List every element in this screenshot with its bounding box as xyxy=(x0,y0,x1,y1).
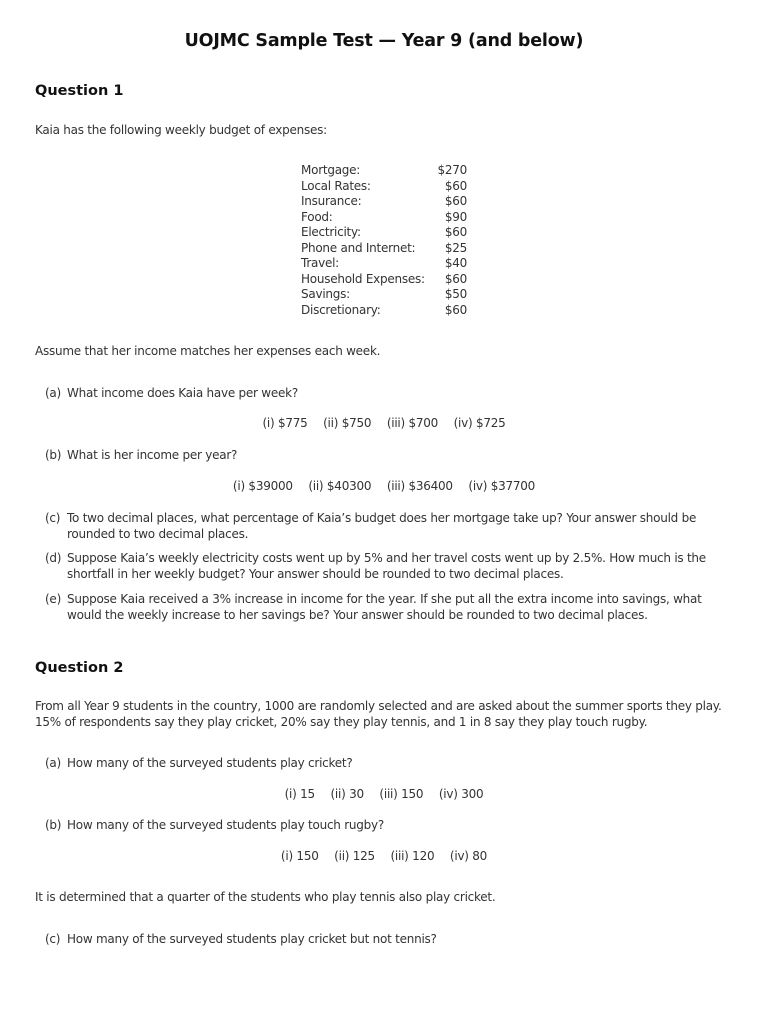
subquestion-text: To two decimal places, what percentage of Kaia’s budget does her mortgage take up? Your answer should be rounded to two decimal places. xyxy=(67,511,697,541)
budget-amount: $60 xyxy=(444,271,467,286)
subquestion-label: (e) xyxy=(45,592,61,606)
subquestion-text: How many of the surveyed students play touch rugby? xyxy=(67,818,384,832)
budget-item: Savings: xyxy=(301,287,350,301)
answer-option: (i) $39000 xyxy=(232,479,293,493)
answer-option: (i) 15 xyxy=(284,787,315,801)
page-title: UOJMC Sample Test — Year 9 (and below) xyxy=(184,31,584,51)
budget-item: Local Rates: xyxy=(301,178,371,193)
budget-item: Phone and Internet: xyxy=(301,240,416,255)
budget-amount: $25 xyxy=(444,240,467,255)
answer-option: (ii) 125 xyxy=(334,849,375,863)
budget-amount: $60 xyxy=(444,302,467,317)
budget-row xyxy=(301,163,467,179)
answer-option: (iv) $725 xyxy=(453,416,506,430)
budget-item: Electricity: xyxy=(301,225,361,239)
question-1d xyxy=(45,551,735,582)
subquestion-label: (d) xyxy=(45,551,62,565)
question-1c xyxy=(45,511,735,542)
subquestion-text: What is her income per year? xyxy=(67,448,238,462)
budget-row xyxy=(301,241,467,257)
question-1a-options xyxy=(0,416,768,430)
subquestion-text: How many of the surveyed students play cricket? xyxy=(67,756,353,770)
answer-option: (iii) $36400 xyxy=(386,479,453,493)
budget-amount: $90 xyxy=(444,209,467,224)
question-1a xyxy=(45,386,735,402)
answer-option: (ii) $40300 xyxy=(308,479,372,493)
answer-option: (ii) 30 xyxy=(330,787,364,801)
question-2-heading: Question 2 xyxy=(35,660,124,676)
budget-amount: $40 xyxy=(444,256,467,270)
subquestion-label: (a) xyxy=(45,756,61,770)
answer-option: (iv) 300 xyxy=(438,787,484,801)
subquestion-label: (b) xyxy=(45,818,62,832)
answer-option: (iv) $37700 xyxy=(468,479,536,493)
question-1-intro: Kaia has the following weekly budget of expenses: xyxy=(35,123,327,137)
answer-option: (i) 150 xyxy=(280,849,319,863)
answer-option: (i) $775 xyxy=(262,416,308,430)
budget-row xyxy=(301,287,467,303)
subquestion-text: How many of the surveyed students play cricket but not tennis? xyxy=(67,932,437,946)
question-2a xyxy=(45,756,735,772)
budget-row xyxy=(301,194,467,210)
subquestion-label: (b) xyxy=(45,448,62,462)
answer-option: (ii) $750 xyxy=(323,416,372,430)
budget-item: Insurance: xyxy=(301,194,362,208)
subquestion-label: (c) xyxy=(45,511,61,525)
subquestion-label: (c) xyxy=(45,932,61,946)
budget-amount: $60 xyxy=(444,178,467,193)
subquestion-text: What income does Kaia have per week? xyxy=(67,386,298,400)
question-1b xyxy=(45,448,735,464)
budget-row xyxy=(301,256,467,272)
question-2a-options xyxy=(0,787,768,801)
budget-row xyxy=(301,272,467,288)
budget-row xyxy=(301,179,467,195)
question-1-assumption: Assume that her income matches her expenses each week. xyxy=(35,344,381,358)
subquestion-text: Suppose Kaia received a 3% increase in income for the year. If she put all the extra income into savings, what would the weekly increase to her savings be? Your answer should be rounded to two decimal places. xyxy=(67,592,702,622)
question-1b-options xyxy=(0,479,768,493)
question-2b xyxy=(45,818,735,834)
budget-item: Mortgage: xyxy=(301,163,361,177)
answer-option: (iv) 80 xyxy=(449,849,488,863)
budget-row xyxy=(301,303,467,319)
question-2-note: It is determined that a quarter of the students who play tennis also play cricket. xyxy=(35,890,496,904)
question-1e xyxy=(45,592,735,623)
subquestion-text: Suppose Kaia’s weekly electricity costs went up by 5% and her travel costs went up by 2.5%. How much is the shortfall in her weekly budget? Your answer should be rounded to two decimal places. xyxy=(67,551,706,581)
subquestion-label: (a) xyxy=(45,386,61,400)
question-2-intro: From all Year 9 students in the country, 1000 are randomly selected and are asked about the summer sports they play. 15% of respondents say they play cricket, 20% say they play tennis, and 1 in 8 say they play touch rugby. xyxy=(35,699,722,729)
budget-item: Household Expenses: xyxy=(301,271,425,286)
budget-item: Food: xyxy=(301,209,333,224)
answer-option: (iii) 150 xyxy=(379,787,424,801)
question-2b-options xyxy=(0,849,768,863)
budget-row xyxy=(301,210,467,226)
budget-row xyxy=(301,225,467,241)
answer-option: (iii) $700 xyxy=(386,416,439,430)
question-2c xyxy=(45,932,735,948)
budget-amount: $50 xyxy=(444,287,467,301)
budget-amount: $60 xyxy=(444,194,467,208)
answer-option: (iii) 120 xyxy=(390,849,435,863)
budget-amount: $60 xyxy=(444,225,467,239)
budget-item: Discretionary: xyxy=(301,302,381,317)
budget-table xyxy=(301,163,467,318)
question-1-heading: Question 1 xyxy=(35,83,124,99)
budget-amount: $270 xyxy=(437,163,467,177)
budget-item: Travel: xyxy=(301,256,339,270)
